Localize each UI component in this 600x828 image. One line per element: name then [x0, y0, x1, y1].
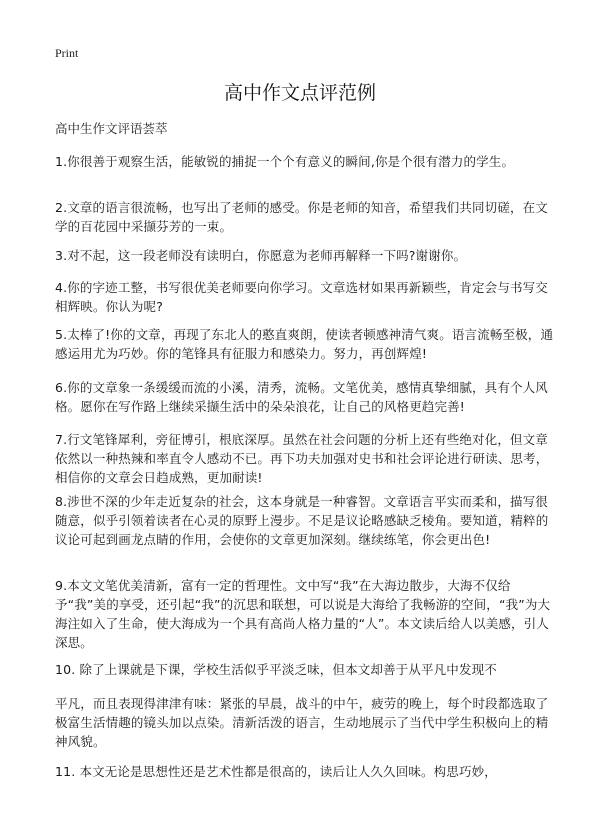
- paragraph-5: 5.太棒了!你的文章，再现了东北人的憨直爽朗，使读者顿感神清气爽。语言流畅至极，通感运用尤为巧妙。你的笔锋具有征服力和感染力。努力，再创辉煌!: [55, 327, 554, 361]
- paragraph-10-continued: 平凡，而且表现得津津有味：紧张的早晨，战斗的中午，疲劳的晚上，每个时段都选取了极富生活情趣的镜头加以点染。清新活泼的语言，生动地展示了当代中学生积极向上的精神风貌。: [55, 696, 549, 749]
- paragraph-3: 3.对不起，这一段老师没有读明白，你愿意为老师再解释一下吗?谢谢你。: [55, 248, 467, 263]
- paragraph-4: 4.你的字迹工整，书写很优美老师要向你学习。文章选材如果再新颖些，肯定会与书写交相辉映。你认为呢?: [55, 280, 548, 314]
- paragraph-7: 7.行文笔锋犀利，旁征博引，根底深厚。虽然在社会问题的分析上还有些绝对化，但文章依然以一种热辣和率直令人感动不已。再下功夫加强对史书和社会评论进行研读、思考，相信你的文章会日趋成熟，更加耐读!: [55, 432, 549, 485]
- paragraph-8: 8.涉世不深的少年走近复杂的社会，这本身就是一种睿智。文章语言平实而柔和，描写很随意，似乎引领着读者在心灵的原野上漫步。不足是议论略感缺乏棱角。要知道，精粹的议论可起到画龙点睛的作用，会使你的文章更加深刻。继续练笔，你会更出色!: [55, 494, 549, 547]
- paragraph-10: 10. 除了上课就是下课，学校生活似乎平淡乏味，但本文却善于从平凡中发现不: [55, 662, 497, 677]
- paragraph-6: 6.你的文章象一条缓缓而流的小溪，清秀，流畅。文笔优美，感情真挚细腻，具有个人风格。愿你在写作路上继续采撷生活中的朵朵浪花，让自己的风格更趋完善!: [55, 380, 548, 414]
- paragraph-9: 9.本文文笔优美清新，富有一定的哲理性。文中写“我”在大海边散步，大海不仅给予“我”美的享受，还引起“我”的沉思和联想，可以说是大海给了我畅游的空间，“我”为大海注如入了生命，使大海成为一个具有高尚人格力量的“人”。本文读后给人以美感，引人深思。: [55, 578, 551, 650]
- paragraph-11: 11. 本文无论是思想性还是艺术性都是很高的，读后让人久久回味。构思巧妙，: [55, 764, 497, 779]
- document-subtitle: 高中生作文评语荟萃: [55, 121, 168, 136]
- paragraph-2: 2.文章的语言很流畅，也写出了老师的感受。你是老师的知音，希望我们共同切磋，在文学的百花园中采撷芬芳的一束。: [55, 200, 548, 234]
- document-title: 高中作文点评范例: [223, 82, 376, 104]
- paragraph-1: 1.你很善于观察生活，能敏锐的捕捉一个个有意义的瞬间,你是个很有潜力的学生。: [55, 154, 515, 169]
- print-link[interactable]: Print: [55, 46, 79, 60]
